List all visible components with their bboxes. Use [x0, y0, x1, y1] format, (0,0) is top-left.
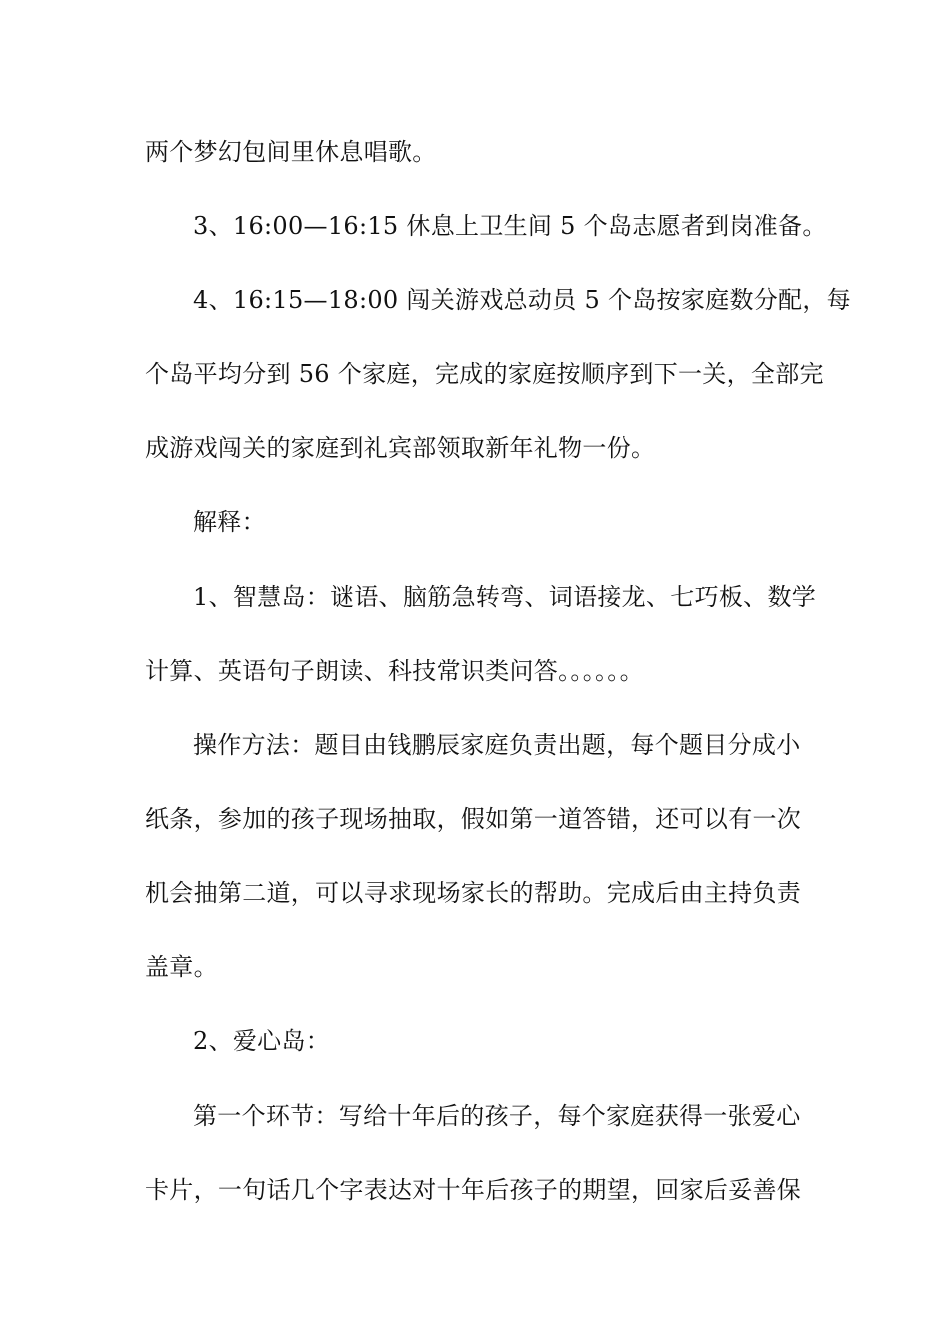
text-line: 成游戏闯关的家庭到礼宾部领取新年礼物一份。 — [145, 434, 656, 462]
text-line: 盖章。 — [145, 953, 218, 981]
text-line: 个岛平均分到 56 个家庭，完成的家庭按顺序到下一关，全部完 — [145, 360, 824, 388]
text-line: 第一个环节：写给十年后的孩子，每个家庭获得一张爱心 — [193, 1102, 801, 1130]
text-line: 纸条，参加的孩子现场抽取，假如第一道答错，还可以有一次 — [145, 805, 802, 833]
text-line: 4、16:15—18:00 闯关游戏总动员 5 个岛按家庭数分配，每 — [193, 286, 851, 314]
text-line: 卡片，一句话几个字表达对十年后孩子的期望，回家后妥善保 — [145, 1176, 802, 1204]
text-line: 2、爱心岛： — [193, 1027, 331, 1055]
text-line: 3、16:00—16:15 休息上卫生间 5 个岛志愿者到岗准备。 — [193, 212, 827, 240]
text-line: 解释： — [193, 508, 266, 536]
text-line: 机会抽第二道，可以寻求现场家长的帮助。完成后由主持负责 — [145, 879, 802, 907]
text-line: 两个梦幻包间里休息唱歌。 — [145, 138, 437, 166]
text-line: 操作方法：题目由钱鹏辰家庭负责出题，每个题目分成小 — [193, 731, 801, 759]
text-line: 计算、英语句子朗读、科技常识类问答。。。。。。 — [145, 657, 644, 685]
text-line: 1、智慧岛：谜语、脑筋急转弯、词语接龙、七巧板、数学 — [193, 583, 817, 611]
